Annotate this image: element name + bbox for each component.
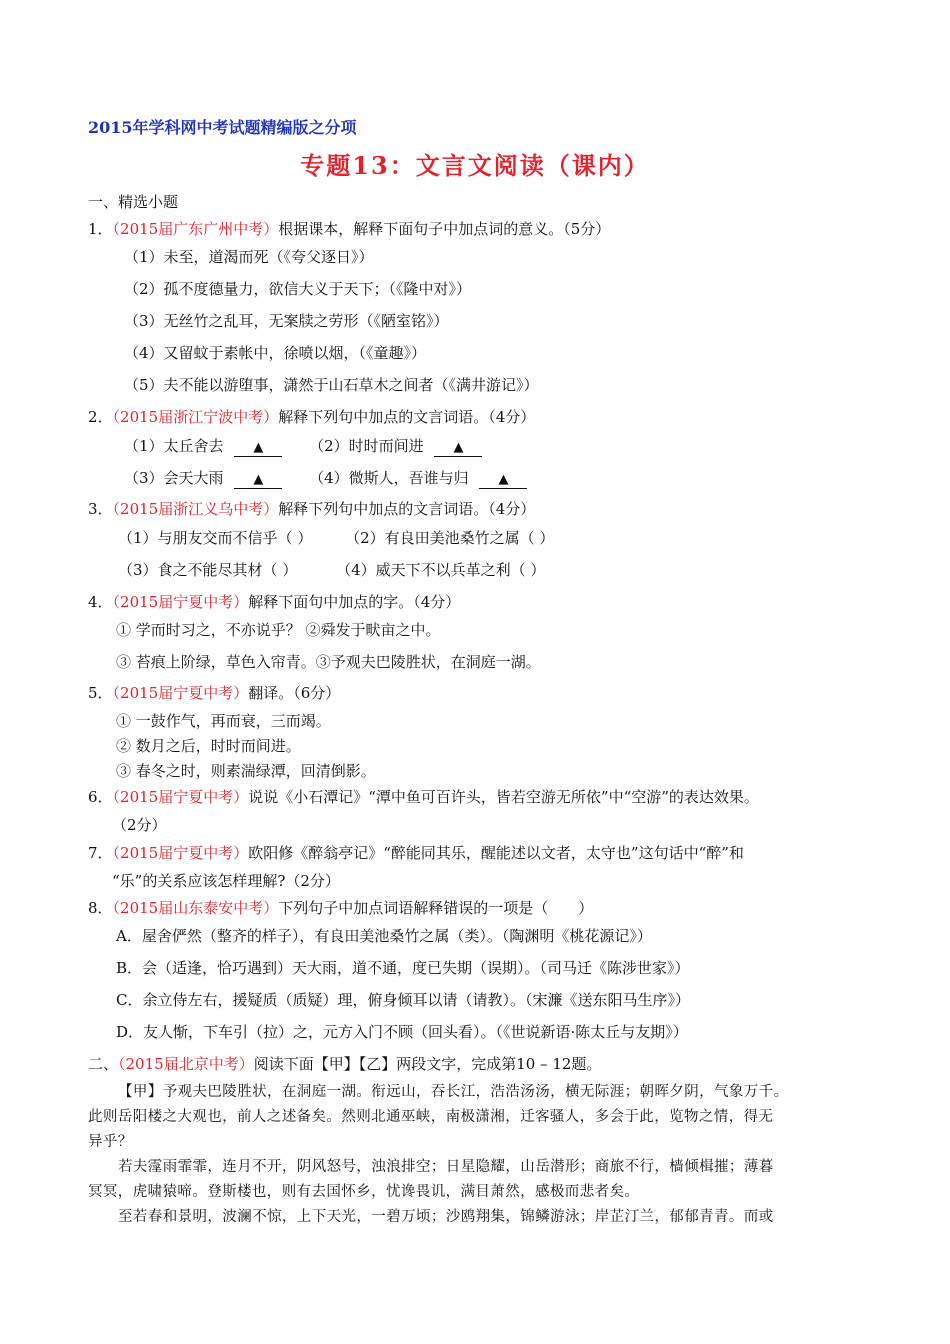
question-3 [88, 499, 535, 519]
answer-blank[interactable]: ▲ [234, 440, 282, 457]
question-number: 5． [88, 684, 113, 702]
q3-row-2 [118, 560, 545, 580]
question-source: （2015届宁夏中考） [112, 844, 249, 862]
question-number: 1． [88, 220, 113, 238]
question-4 [88, 592, 460, 612]
q5-item-3: ③ 春冬之时，则素湍绿潭，回清倒影。 [116, 762, 376, 780]
q2-item-4: （4）微斯人，吾谁与归 [309, 469, 469, 487]
question-6 [88, 787, 759, 807]
question-source: （2015届宁夏中考） [112, 593, 249, 611]
topic-title: 专题13：文言文阅读（课内） [300, 151, 650, 180]
q1-item-3: （3）无丝竹之乱耳，无案牍之劳形（《陋室铭》） [124, 312, 449, 330]
passage-line-6: 至若春和景明，波澜不惊，上下天光，一碧万顷；沙鸥翔集，锦鳞游泳；岸芷汀兰，郁郁青青。而或 [118, 1209, 774, 1225]
question-1 [88, 219, 610, 239]
q2-item-3: （3）会天大雨 [124, 469, 224, 487]
question-text: 说说《小石潭记》“潭中鱼可百许头，皆若空游无所依”中“空游”的表达效果。 [248, 788, 759, 806]
series-header: 2015年学科网中考试题精编版之分项 [88, 118, 357, 137]
q1-item-5: （5）夫不能以游堕事，潇然于山石草木之间者（《满井游记》） [124, 376, 539, 394]
section-heading-2 [88, 1054, 601, 1074]
section-heading-1: 一、精选小题 [88, 193, 179, 211]
question-source: （2015届浙江义乌中考） [112, 500, 279, 518]
question-number: 4． [88, 593, 113, 611]
q5-item-2: ② 数月之后，时时而间进。 [116, 737, 301, 755]
q1-item-2: （2）孤不度德量力，欲信大义于天下；（《隆中对》） [124, 280, 472, 298]
answer-blank[interactable]: ▲ [479, 472, 527, 489]
passage-line-4: 若夫霪雨霏霏，连月不开，阴风怒号，浊浪排空；日星隐耀，山岳潜形；商旅不行，樯倾楫摧；薄暮 [118, 1159, 774, 1175]
question-source: （2015届浙江宁波中考） [112, 408, 279, 426]
question-7-continued: “乐”的关系应该怎样理解?（2分） [112, 872, 340, 890]
question-number: 6． [88, 788, 113, 806]
question-text: 解释下列句中加点的文言词语。（4分） [278, 408, 536, 426]
q8-option-c: C．余立侍左右，援疑质（质疑）理，俯身倾耳以请（请教）。（宋濂《送东阳马生序》） [116, 991, 690, 1009]
question-source: （2015届山东泰安中考） [112, 899, 279, 917]
passage-line-2: 此则岳阳楼之大观也，前人之述备矣。然则北通巫峡，南极潇湘，迁客骚人，多会于此，览物之情，得无 [88, 1109, 774, 1125]
q2-row-2 [124, 468, 527, 489]
q2-item-1: （1）太丘舍去 [124, 437, 224, 455]
question-text: 解释下面句中加点的字。（4分） [248, 593, 461, 611]
question-source: （2015届广东广州中考） [112, 220, 279, 238]
q8-option-d: D．友人惭，下车引（拉）之，元方入门不顾（回头看）。（《世说新语·陈太丘与友期》） [116, 1023, 688, 1041]
question-6-continued: （2分） [112, 816, 167, 834]
passage-line-1: 【甲】予观夫巴陵胜状，在洞庭一湖。衔远山，吞长江，浩浩汤汤，横无际涯；朝晖夕阴，气象万千。 [118, 1084, 789, 1100]
section-number: 二、 [88, 1055, 119, 1073]
q3-item-4: （4）威天下不以兵革之利（ ） [336, 561, 546, 579]
question-text: 解释下列句中加点的文言词语。（4分） [278, 500, 536, 518]
q1-item-4: （4）又留蚊于素帐中，徐喷以烟，（《童趣》） [124, 344, 427, 362]
question-number: 3． [88, 500, 113, 518]
question-text: 根据课本，解释下面句子中加点词的意义。（5分） [278, 220, 611, 238]
answer-blank[interactable]: ▲ [434, 440, 482, 457]
q2-item-2: （2）时时而间进 [309, 437, 424, 455]
q1-item-1: （1）未至，道渴而死（《夸父逐日》） [124, 248, 374, 266]
question-source: （2015届宁夏中考） [112, 788, 249, 806]
q3-item-3: （3）食之不能尽其材（ ） [118, 561, 298, 579]
q2-row-1 [124, 436, 482, 457]
question-text: 欧阳修《醉翁亭记》“醉能同其乐，醒能述以文者，太守也”这句话中“醉”和 [248, 844, 744, 862]
question-source: （2015届宁夏中考） [112, 684, 249, 702]
question-text: 下列句子中加点词语解释错误的一项是（ ） [278, 899, 594, 917]
question-number: 7． [88, 844, 113, 862]
question-text: 翻译。（6分） [248, 684, 341, 702]
question-5 [88, 683, 340, 703]
answer-blank[interactable]: ▲ [234, 472, 282, 489]
q5-item-1: ① 一鼓作气，再而衰，三而竭。 [116, 712, 331, 730]
q3-item-2: （2）有良田美池桑竹之属（ ） [345, 529, 555, 547]
section-text: 阅读下面【甲】【乙】两段文字，完成第10 – 12题。 [253, 1055, 602, 1073]
passage-line-5: 冥冥，虎啸猿啼。登斯楼也，则有去国怀乡，忧谗畏讥，满目萧然，感极而悲者矣。 [88, 1184, 640, 1200]
q8-option-a: A．屋舍俨然（整齐的样子），有良田美池桑竹之属（类）。（陶渊明《桃花源记》） [116, 927, 652, 945]
section-source: （2015届北京中考） [118, 1055, 254, 1073]
q3-row-1 [118, 528, 554, 548]
passage-line-3: 异乎？ [88, 1134, 133, 1150]
question-7 [88, 843, 744, 863]
q3-item-1: （1）与朋友交而不信乎（ ） [118, 529, 313, 547]
q4-item-1: ① 学而时习之，不亦说乎？ ②舜发于畎亩之中。 [116, 621, 441, 639]
q4-item-2: ③ 苔痕上阶绿，草色入帘青。③予观夫巴陵胜状，在洞庭一湖。 [116, 653, 541, 671]
question-8 [88, 898, 593, 918]
question-number: 8． [88, 899, 113, 917]
question-2 [88, 407, 535, 427]
q8-option-b: B．会（适逢，恰巧遇到）天大雨，道不通，度已失期（误期）。（司马迁《陈涉世家》） [116, 959, 690, 977]
question-number: 2． [88, 408, 113, 426]
